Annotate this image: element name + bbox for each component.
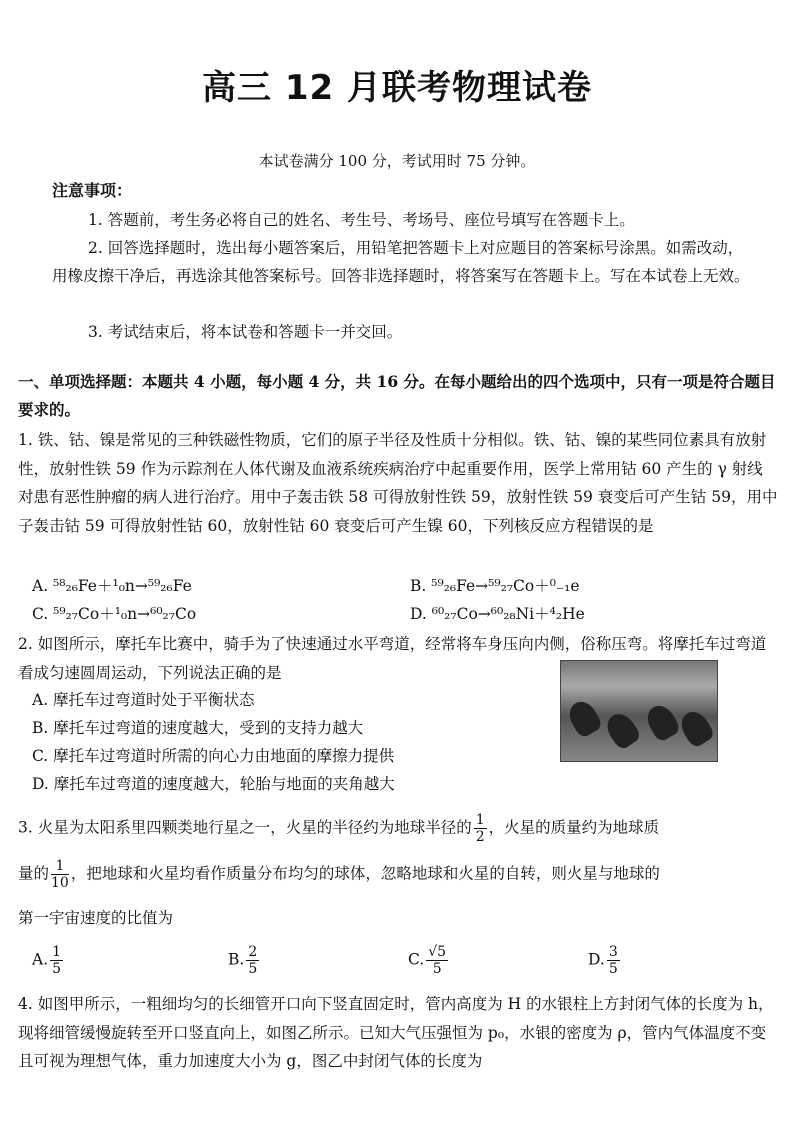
question-2-option-a: A. 摩托车过弯道时处于平衡状态 <box>32 691 255 709</box>
fraction-numerator: 1 <box>52 944 62 960</box>
fraction-tenth <box>51 858 69 891</box>
motorcycle-photo <box>560 660 718 762</box>
question-2-option-b: B. 摩托车过弯道的速度越大，受到的支持力越大 <box>32 719 364 737</box>
rider-shape <box>676 707 716 750</box>
question-3-option-a <box>32 944 65 977</box>
question-2-option-c: C. 摩托车过弯道时所需的向心力由地面的摩擦力提供 <box>32 747 395 765</box>
question-3-text: 3. 火星为太阳系里四颗类地行星之一，火星的半径约为地球半径的 <box>18 818 472 837</box>
question-3-text: ，把地球和火星均看作质量分布均匀的球体，忽略地球和火星的自转，则火星与地球的 <box>70 864 660 883</box>
notice-2: 2. 回答选择题时，选出每小题答案后，用铅笔把答题卡上对应题目的答案标号涂黑。如需改动，用橡皮擦干净后，再选涂其他答案标号。回答非选择题时，将答案写在答题卡上。写在本试卷上无效。 <box>52 239 750 285</box>
option-letter: B. <box>228 950 245 969</box>
option-fraction <box>426 944 448 977</box>
fraction-numerator: 2 <box>248 944 258 960</box>
fraction-denominator: 5 <box>432 961 442 977</box>
question-1-option-a: A. ⁵⁸₂₆Fe＋¹₀n→⁵⁹₂₆Fe <box>32 577 192 595</box>
exam-intro: 本试卷满分 100 分，考试用时 75 分钟。 <box>258 152 536 170</box>
question-3-option-b <box>228 944 261 977</box>
section-1-heading: 一、单项选择题：本题共 4 小题，每小题 4 分，共 16 分。在每小题给出的四个选项中，只有一项是符合题目要求的。 <box>18 372 776 419</box>
rider-shape <box>564 697 604 739</box>
rider-shape <box>602 709 643 752</box>
fraction-numerator: 1 <box>51 858 69 875</box>
question-1-stem: 1. 铁、钴、镍是常见的三种铁磁性物质，它们的原子半径及性质十分相似。铁、钴、镍的某些同位素具有放射性，放射性铁 59 作为示踪剂在人体代谢及血液系统疾病治疗中起重要作用，医学上常用钴 60 产生的 γ 射线对患有恶性肿瘤的病人进行治疗。用中子轰击铁 58 可得放射性铁 59，放射性铁 59 衰变后可产生钴 59，用中子轰击钴 59 可得放射性钴 60，放射性钴 60 衰变后可产生镍 60，下列核反应方程错误的是 <box>18 431 778 535</box>
option-letter: A. <box>32 950 49 969</box>
question-3-text: ，火星的质量约为地球质 <box>488 818 660 837</box>
question-3-option-d <box>588 944 622 977</box>
question-3-option-c <box>408 944 450 977</box>
question-4-stem: 4. 如图甲所示，一粗细均匀的长细管开口向下竖直固定时，管内高度为 H 的水银柱上方封闭气体的长度为 h，现将细管缓慢旋转至开口竖直向上，如图乙所示。已知大气压强恒为 p₀，水银的密度为 ρ，管内气体温度不变且可视为理想气体，重力加速度大小为 g，图乙中封闭气体的长度为 <box>18 995 774 1070</box>
fraction-half <box>474 812 487 845</box>
notice-3: 3. 考试结束后，将本试卷和答题卡一并交回。 <box>88 323 403 341</box>
question-1-option-d: D. ⁶⁰₂₇Co→⁶⁰₂₈Ni＋⁴₂He <box>410 605 585 623</box>
question-1-option-b: B. ⁵⁹₂₆Fe→⁵⁹₂₇Co＋⁰₋₁e <box>410 577 580 595</box>
fraction-denominator: 2 <box>475 829 485 845</box>
fraction-numerator: 3 <box>608 944 618 960</box>
fraction-denominator: 10 <box>51 875 69 891</box>
exam-title: 高三 12 月联考物理试卷 <box>202 68 592 108</box>
option-fraction <box>246 944 259 977</box>
fraction-numerator: √5 <box>428 944 447 960</box>
question-1-option-c: C. ⁵⁹₂₇Co＋¹₀n→⁶⁰₂₇Co <box>32 605 197 623</box>
option-letter: D. <box>588 950 605 969</box>
fraction-denominator: 5 <box>248 961 258 977</box>
question-2-stem: 2. 如图所示，摩托车比赛中，骑手为了快速通过水平弯道，经常将车身压向内侧，俗称压弯。将摩托车过弯道看成匀速圆周运动，下列说法正确的是 <box>18 635 767 682</box>
option-letter: C. <box>408 950 425 969</box>
fraction-denominator: 5 <box>608 961 618 977</box>
question-2-option-d: D. 摩托车过弯道的速度越大，轮胎与地面的夹角越大 <box>32 775 395 793</box>
notice-heading: 注意事项： <box>52 181 133 200</box>
question-3-stem-line2 <box>18 858 778 891</box>
fraction-numerator: 1 <box>475 812 485 828</box>
fraction-denominator: 5 <box>52 961 62 977</box>
question-3-stem-line3: 第一宇宙速度的比值为 <box>18 909 174 927</box>
question-3-text: 量的 <box>18 864 50 883</box>
notice-1: 1. 答题前，考生务必将自己的姓名、考生号、考场号、座位号填写在答题卡上。 <box>88 211 635 229</box>
question-3-stem-line1 <box>18 812 778 845</box>
option-fraction <box>50 944 63 977</box>
option-fraction <box>607 944 620 977</box>
rider-shape <box>642 701 682 743</box>
